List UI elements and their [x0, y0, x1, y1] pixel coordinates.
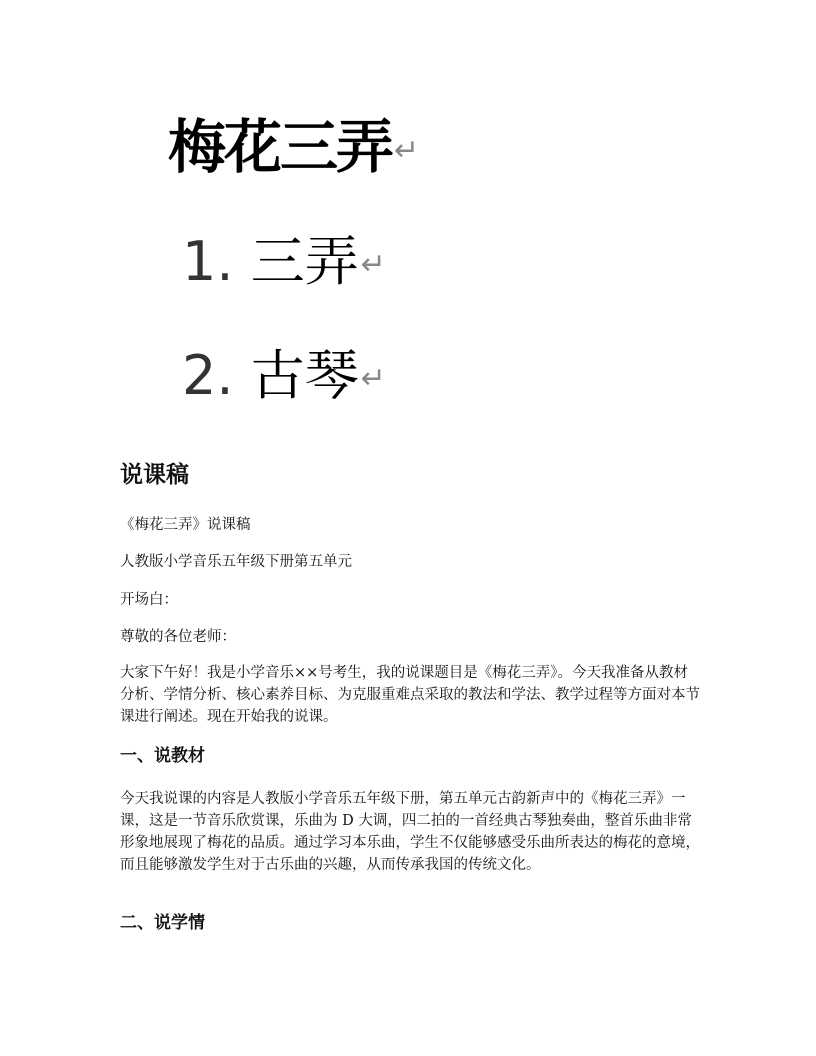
intro-paragraph: 大家下午好！我是小学音乐××号考生，我的说课题目是《梅花三弄》。今天我准备从教材分析、学情分析、核心素养目标、为克服重难点采取的教法和学法、教学过程等方面对本节课进行阐述。现在开始我的说课。 [120, 665, 700, 725]
page-heading: 说课稿 [120, 462, 189, 488]
textbook-line: 人教版小学音乐五年级下册第五单元 [120, 554, 352, 570]
list-text: 古琴 [250, 344, 359, 407]
section-heading-2: 二、说学情 [120, 913, 205, 933]
image-list-item-2 [182, 344, 386, 411]
list-number: 2. [182, 344, 234, 407]
image-title-text: 梅花三弄 [168, 113, 393, 181]
pilcrow-icon: ↵ [360, 247, 386, 283]
pilcrow-icon: ↵ [394, 132, 418, 168]
image-title [168, 112, 417, 186]
section-1-paragraph: 今天我说课的内容是人教版小学音乐五年级下册，第五单元古韵新声中的《梅花三弄》一课，这是一节音乐欣赏课，乐曲为 D 大调，四二拍的一首经典古琴独奏曲，整首乐曲非常形象地展现了梅花的品质。通过学习本乐曲，学生不仅能够感受乐曲所表达的梅花的意境，而且能够激发学生对于古乐曲的兴趣，从而传承我国的传统文化。 [120, 791, 700, 873]
pilcrow-icon: ↵ [360, 361, 386, 397]
list-text: 三弄 [250, 230, 359, 293]
section-heading-1: 一、说教材 [120, 746, 205, 766]
greeting-line: 尊敬的各位老师： [120, 629, 236, 645]
list-number: 1. [182, 230, 234, 293]
image-list-item-1 [182, 230, 386, 297]
doc-title-line: 《梅花三弄》说课稿 [120, 517, 251, 533]
opening-label: 开场白： [120, 592, 178, 608]
